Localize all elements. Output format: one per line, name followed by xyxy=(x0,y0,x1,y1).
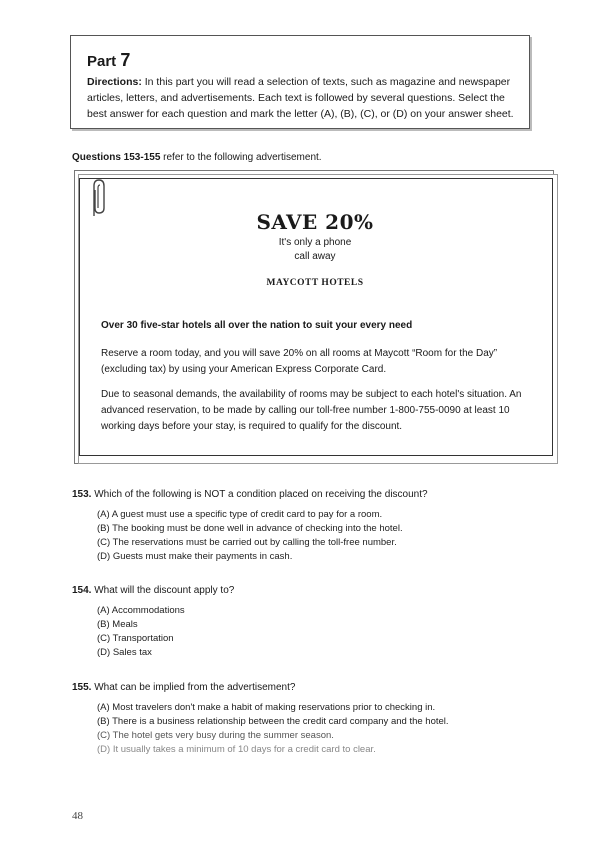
ad-subheadline-line2: call away xyxy=(294,251,336,262)
answer-option[interactable]: (B) The booking must be done well in advance of checking into the hotel. xyxy=(97,523,403,534)
ad-brand-name: MAYCOTT HOTELS xyxy=(266,278,364,288)
part-label: Part xyxy=(87,53,117,70)
ad-tagline: Over 30 five-star hotels all over the nation to suit your every need xyxy=(101,320,413,331)
answer-option[interactable]: (A) A guest must use a specific type of credit card to pay for a room. xyxy=(97,509,383,520)
questions-range: Questions 153-155 xyxy=(72,152,161,163)
answer-option[interactable]: (C) The hotel gets very busy during the summer season. xyxy=(97,730,334,741)
question-number: 155. xyxy=(72,682,92,693)
page-number: 48 xyxy=(72,810,83,822)
part-number: 7 xyxy=(120,50,131,70)
answer-option[interactable]: (B) There is a business relationship between the credit card company and the hotel. xyxy=(97,716,449,727)
answer-option[interactable]: (C) Transportation xyxy=(97,633,174,644)
question-number: 154. xyxy=(72,585,92,596)
ad-subheadline-line1: It's only a phone xyxy=(278,237,352,248)
ad-headline: SAVE 20% xyxy=(256,210,374,234)
answer-option[interactable]: (A) Accommodations xyxy=(97,605,185,616)
question-text: What can be implied from the advertisement? xyxy=(91,682,296,693)
question-stem xyxy=(72,584,532,598)
question-stem xyxy=(72,681,532,695)
answer-options xyxy=(97,508,532,564)
question-text: What will the discount apply to? xyxy=(91,585,235,596)
question-number: 153. xyxy=(72,489,92,500)
directions-label: Directions: xyxy=(87,76,142,88)
answer-option[interactable]: (D) It usually takes a minimum of 10 days for a credit card to clear. xyxy=(97,744,376,755)
question-153 xyxy=(72,488,532,564)
question-154 xyxy=(72,584,532,660)
directions-body: In this part you will read a selection of texts, such as magazine and newspaper articles, letters, and advertisements. Each text is followed by several questions. Select the best answer for each question and mark the letter (A), (B), (C), or (D) on your answer sheet. xyxy=(87,76,514,120)
answer-option[interactable]: (B) Meals xyxy=(97,619,138,630)
part-title xyxy=(87,50,130,71)
ad-paragraph-1: Reserve a room today, and you will save 20% on all rooms at Maycott “Room for the Day” (excluding tax) by using your American Express Corporate Card. xyxy=(101,348,498,375)
ad-paragraph-2: Due to seasonal demands, the availability of rooms may be subject to each hotel's situation. An advanced reservation, to be made by calling our toll-free number 1-800-755-0090 at least 10 working days before your stay, is required to qualify for the discount. xyxy=(101,389,522,432)
ad-subheadline xyxy=(79,236,551,264)
answer-option[interactable]: (D) Guests must make their payments in cash. xyxy=(97,551,293,562)
questions-intro-text: refer to the following advertisement. xyxy=(160,152,322,163)
question-text: Which of the following is NOT a condition placed on receiving the discount? xyxy=(91,489,428,500)
answer-option[interactable]: (C) The reservations must be carried out by calling the toll-free number. xyxy=(97,537,397,548)
directions-text xyxy=(87,74,515,122)
questions-intro xyxy=(72,152,322,163)
directions-box xyxy=(70,35,530,129)
question-stem xyxy=(72,488,532,502)
answer-options xyxy=(97,604,532,660)
answer-option[interactable]: (D) Sales tax xyxy=(97,647,152,658)
question-155 xyxy=(72,681,532,757)
answer-options xyxy=(97,701,532,757)
answer-option[interactable]: (A) Most travelers don't make a habit of making reservations prior to checking in. xyxy=(97,702,436,713)
